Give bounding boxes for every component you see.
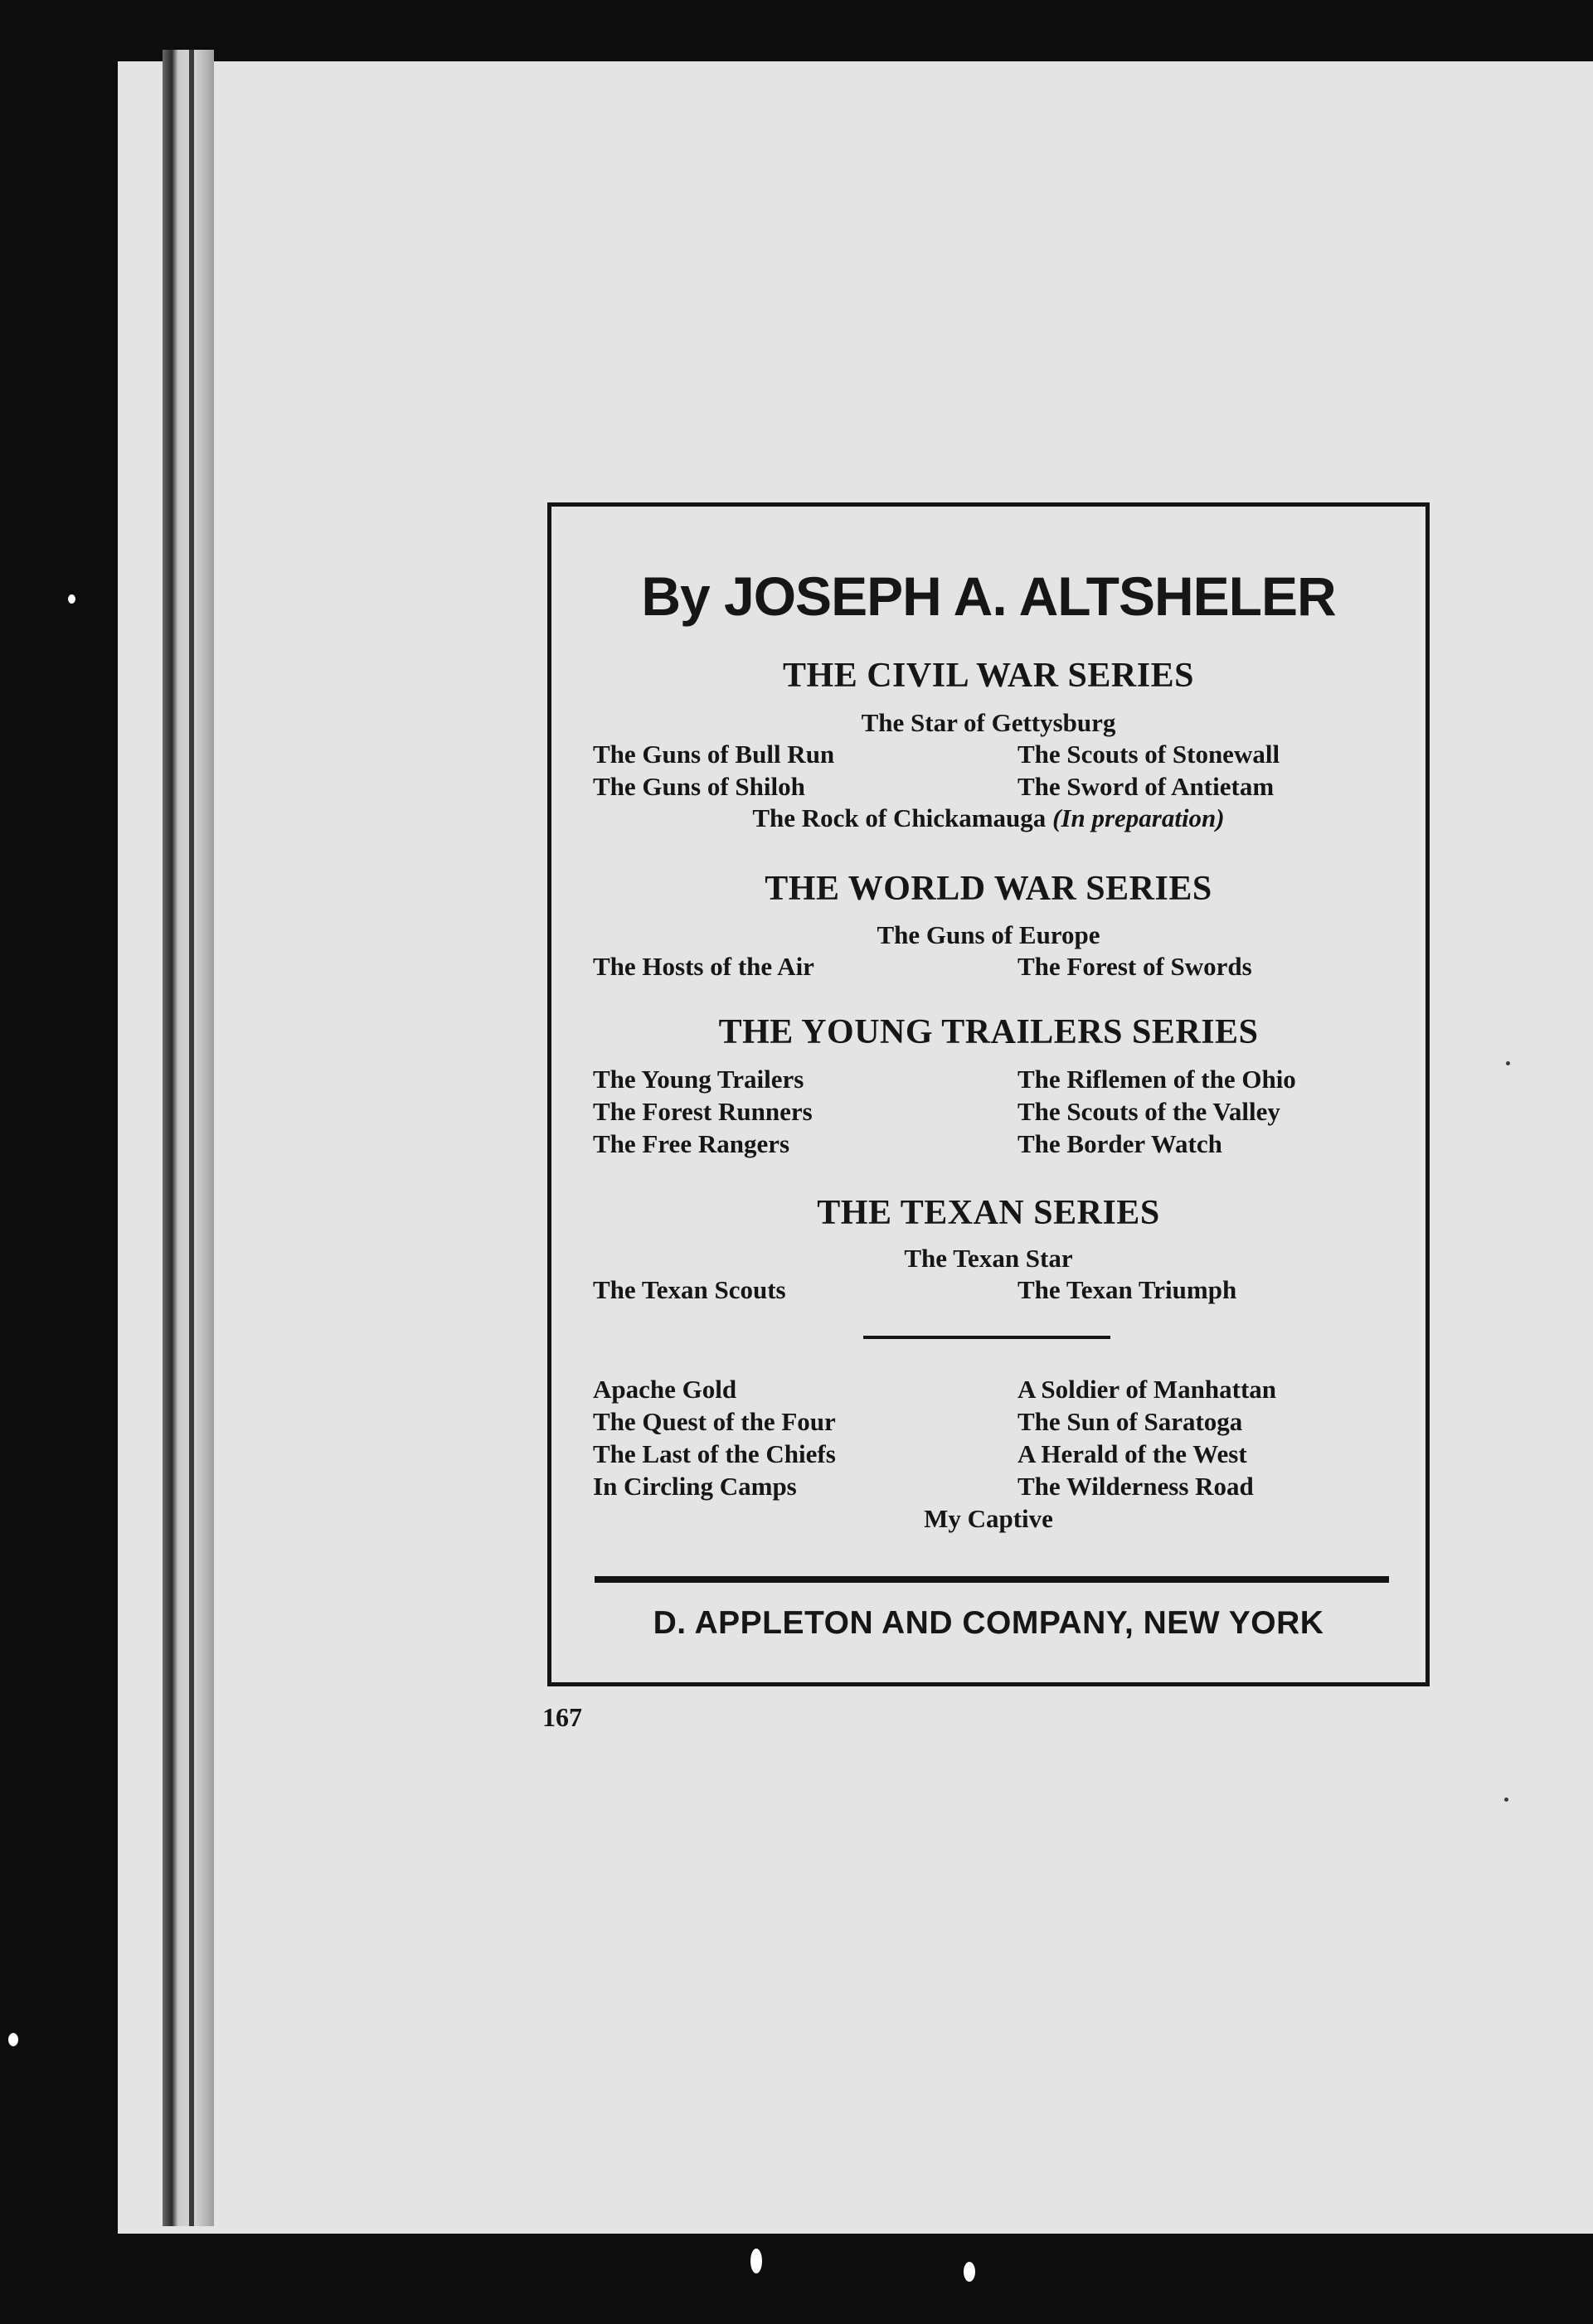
- title-guns-of-europe: The Guns of Europe: [877, 920, 1100, 949]
- title-forest-of-swords: The Forest of Swords: [1017, 952, 1252, 981]
- title-hosts-of-the-air: The Hosts of the Air: [593, 952, 814, 981]
- title-guns-of-shiloh: The Guns of Shiloh: [593, 772, 805, 801]
- page-binding-shadow: [189, 50, 194, 2226]
- scan-speck: [1506, 1061, 1510, 1065]
- page-number: 167: [542, 1702, 582, 1732]
- title-texan-triumph: The Texan Triumph: [1017, 1275, 1237, 1304]
- series-heading-world-war: THE WORLD WAR SERIES: [765, 870, 1212, 908]
- title-scouts-of-the-valley: The Scouts of the Valley: [1017, 1097, 1280, 1126]
- title-texan-scouts: The Texan Scouts: [593, 1275, 786, 1304]
- title-free-rangers: The Free Rangers: [593, 1129, 790, 1158]
- title-rock-of-chickamauga-text: The Rock of Chickamauga: [752, 803, 1047, 832]
- scan-speck: [750, 2249, 762, 2273]
- title-guns-of-bull-run: The Guns of Bull Run: [593, 740, 835, 769]
- section-divider: [863, 1336, 1110, 1339]
- title-last-of-the-chiefs: The Last of the Chiefs: [593, 1439, 836, 1468]
- title-herald-of-the-west: A Herald of the West: [1017, 1439, 1247, 1468]
- series-heading-civil-war: THE CIVIL WAR SERIES: [783, 657, 1194, 695]
- title-texan-star: The Texan Star: [904, 1244, 1073, 1273]
- title-riflemen-of-the-ohio: The Riflemen of the Ohio: [1017, 1065, 1296, 1094]
- title-in-circling-camps: In Circling Camps: [593, 1472, 797, 1501]
- title-quest-of-the-four: The Quest of the Four: [593, 1407, 836, 1436]
- title-apache-gold: Apache Gold: [593, 1375, 737, 1404]
- title-sun-of-saratoga: The Sun of Saratoga: [1017, 1407, 1243, 1436]
- series-heading-texan: THE TEXAN SERIES: [817, 1194, 1160, 1232]
- publisher-rule: [595, 1576, 1389, 1583]
- scan-speck: [68, 594, 75, 604]
- title-scouts-of-stonewall: The Scouts of Stonewall: [1017, 740, 1280, 769]
- series-heading-young-trailers: THE YOUNG TRAILERS SERIES: [718, 1013, 1259, 1051]
- scan-speck: [1504, 1798, 1508, 1802]
- author-heading: By JOSEPH A. ALTSHELER: [641, 565, 1336, 627]
- title-my-captive: My Captive: [924, 1504, 1053, 1533]
- in-preparation-note: (In preparation): [1052, 803, 1225, 832]
- title-rock-of-chickamauga: [551, 803, 1425, 833]
- title-forest-runners: The Forest Runners: [593, 1097, 813, 1126]
- title-wilderness-road: The Wilderness Road: [1017, 1472, 1254, 1501]
- title-sword-of-antietam: The Sword of Antietam: [1017, 772, 1275, 801]
- title-young-trailers: The Young Trailers: [593, 1065, 804, 1094]
- title-star-of-gettysburg: The Star of Gettysburg: [861, 708, 1116, 737]
- title-border-watch: The Border Watch: [1017, 1129, 1222, 1158]
- scan-speck: [8, 2033, 18, 2046]
- page-binding-edge: [163, 50, 214, 2226]
- title-soldier-of-manhattan: A Soldier of Manhattan: [1017, 1375, 1277, 1404]
- advertisement-box: [547, 502, 1430, 1686]
- scan-speck: [964, 2262, 975, 2282]
- publisher-imprint: D. APPLETON AND COMPANY, NEW YORK: [653, 1605, 1324, 1641]
